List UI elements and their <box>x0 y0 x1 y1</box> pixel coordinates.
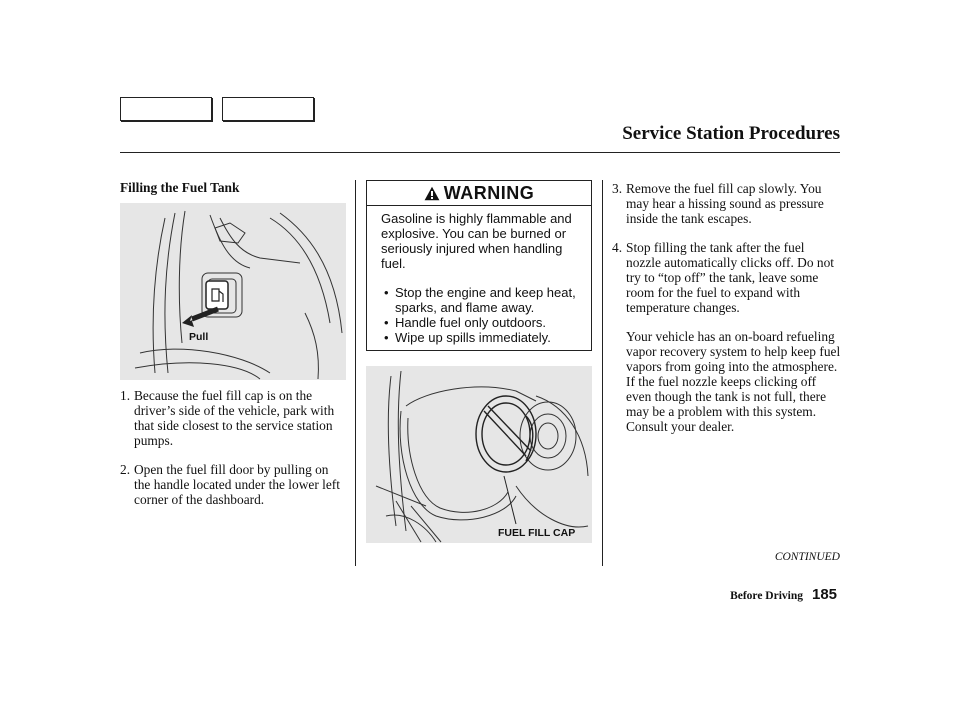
continued-label: CONTINUED <box>774 551 840 563</box>
warning-bullet: • Wipe up spills immediately. <box>384 330 589 345</box>
step-text: Remove the fuel fill cap slowly. You may hear a hissing sound as pressure inside the tank escapes. <box>626 181 824 226</box>
warning-intro: Gasoline is highly flammable and explosive. You can be burned or seriously injured when handling fuel. <box>381 211 572 271</box>
fuel-door-release-illustration <box>120 203 346 380</box>
section-subheading: Filling the Fuel Tank <box>120 180 240 195</box>
step-4 <box>612 240 842 315</box>
warning-bullet: • Handle fuel only outdoors. <box>384 315 589 330</box>
step-1 <box>120 388 348 448</box>
warning-header <box>367 181 591 206</box>
step-2 <box>120 462 348 507</box>
fuel-fill-cap-label: FUEL FILL CAP <box>498 527 576 539</box>
page-title: Service Station Procedures <box>622 123 840 144</box>
page-number: 185 <box>812 586 838 603</box>
nav-tab-blank-1[interactable] <box>120 97 212 121</box>
step-text: Because the fuel fill cap is on the driver’s side of the vehicle, park with that side closest to the service station pumps. <box>134 388 335 448</box>
warning-heading: WARNING <box>443 183 535 203</box>
pull-label: Pull <box>189 331 209 343</box>
step-number: 4. <box>612 240 623 255</box>
step-number: 1. <box>120 388 131 403</box>
warning-box <box>366 180 592 351</box>
step-text: Stop filling the tank after the fuel nozzle automatically clicks off. Do not try to “top off” the tank, leave some room for the fuel to expand with temperature changes. <box>626 240 834 315</box>
nav-tab-blank-2[interactable] <box>222 97 314 121</box>
step-3 <box>612 181 842 226</box>
column-divider-left <box>355 180 356 566</box>
step-number: 2. <box>120 462 131 477</box>
warning-triangle-icon <box>424 186 440 201</box>
fuel-door-handle-drawing <box>120 203 346 380</box>
vapor-recovery-paragraph: Your vehicle has an on-board refueling vapor recovery system to help keep fuel vapors from going into the atmosphere. If the fuel nozzle keeps clicking off even though the tank is not full, there may be a problem with this system. Consult your dealer. <box>626 329 841 434</box>
step-number: 3. <box>612 181 623 196</box>
warning-bullets <box>384 285 589 345</box>
fuel-cap-drawing <box>366 366 592 543</box>
footer-section-name: Before Driving <box>730 590 803 602</box>
header-divider <box>120 152 840 153</box>
column-divider-right <box>602 180 603 566</box>
step-text: Open the fuel fill door by pulling on the handle located under the lower left corner of the dashboard. <box>134 462 340 507</box>
fuel-fill-cap-illustration <box>366 366 592 543</box>
warning-bullet: • Stop the engine and keep heat, sparks, and flame away. <box>384 285 589 315</box>
